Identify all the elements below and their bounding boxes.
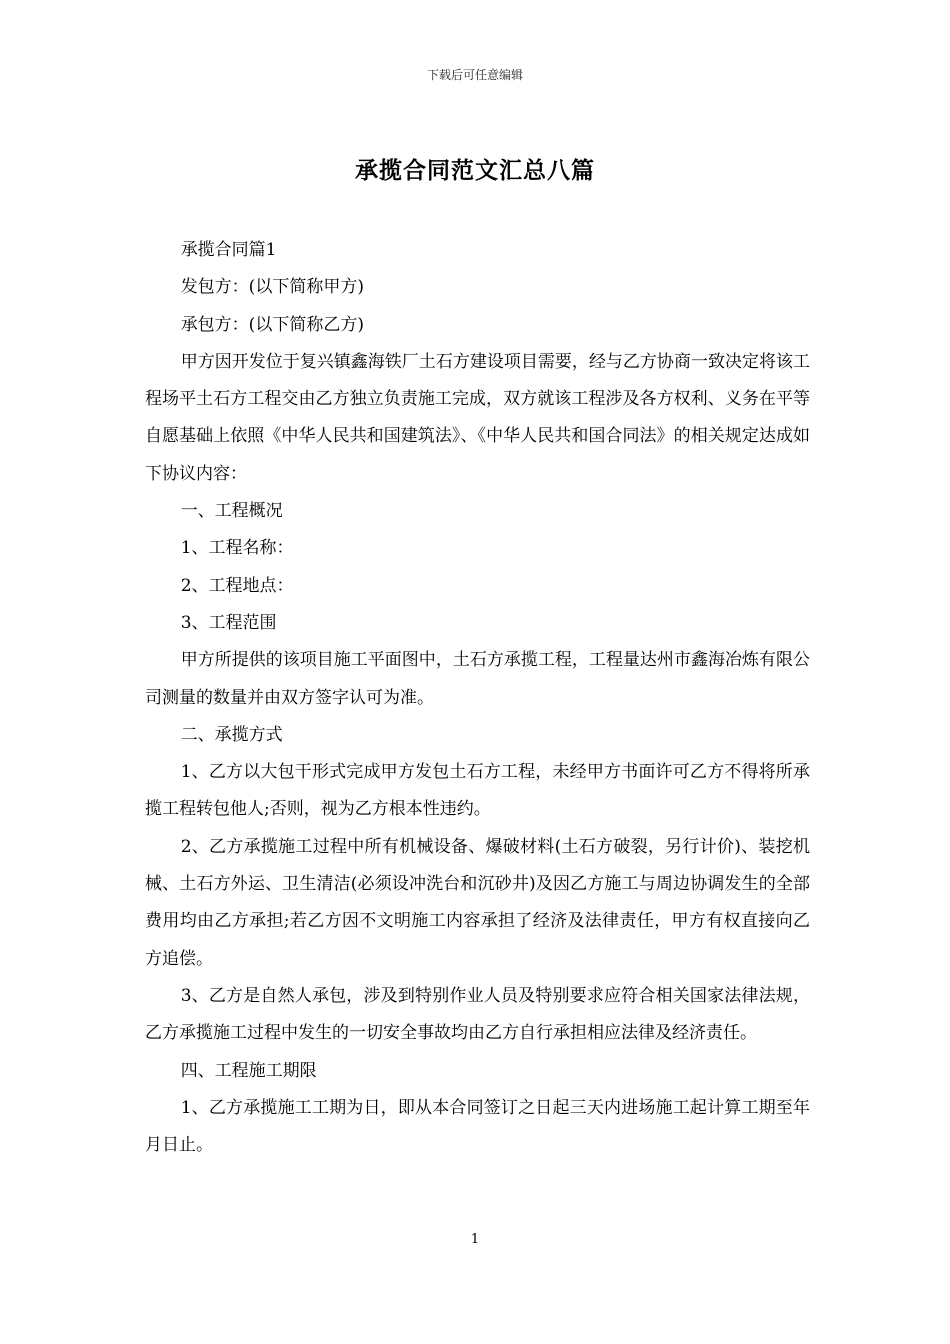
clause-heading-overview: 一、工程概况 <box>180 501 283 522</box>
clause-heading-period: 四、工程施工期限 <box>180 1060 317 1081</box>
section-heading: 承揽合同篇1 <box>180 240 277 260</box>
document-body <box>145 232 810 1164</box>
intro-paragraph: 甲方因开发位于复兴镇鑫海铁厂土石方建设项目需要，经与乙方协商一致决定将该工程场平土石方工程交由乙方独立负责施工完成，双方就该工程涉及各方权利、义务在平等自愿基础上依照《中华人民共和国建筑法》、《中华人民共和国合同法》的相关规定达成如下协议内容： <box>145 351 810 484</box>
document-title: 承揽合同范文汇总八篇 <box>355 158 595 184</box>
scope-paragraph: 甲方所提供的该项目施工平面图中，土石方承揽工程，工程量达州市鑫海冶炼有限公司测量的数量并由双方签字认可为准。 <box>145 650 810 708</box>
party-a-line: 发包方：(以下简称甲方) <box>180 277 364 298</box>
clause-item: 3、工程范围 <box>180 612 277 633</box>
clause-item: 1、工程名称： <box>180 538 294 559</box>
clause-item: 2、乙方承揽施工过程中所有机械设备、爆破材料(土石方破裂，另行计价)、装挖机械、土石方外运、卫生清洁(必须设冲洗台和沉砂井)及因乙方施工与周边协调发生的全部费用均由乙方承担;若乙方因不文明施工内容承担了经济及法律责任，甲方有权直接向乙方追偿。 <box>145 836 810 969</box>
clause-heading-method: 二、承揽方式 <box>180 724 283 745</box>
party-b-line: 承包方：(以下简称乙方) <box>180 314 364 335</box>
clause-item: 3、乙方是自然人承包，涉及到特别作业人员及特别要求应符合相关国家法律法规，乙方承揽施工过程中发生的一切安全事故均由乙方自行承担相应法律及经济责任。 <box>145 985 810 1044</box>
page-number: 1 <box>470 1232 480 1247</box>
clause-item: 1、乙方承揽施工工期为日，即从本合同签订之日起三天内进场施工起计算工期至年月日止。 <box>145 1097 810 1156</box>
clause-item: 2、工程地点： <box>180 575 294 596</box>
clause-item: 1、乙方以大包干形式完成甲方发包土石方工程，未经甲方书面许可乙方不得将所承揽工程转包他人;否则，视为乙方根本性违约。 <box>145 762 810 820</box>
header-note: 下载后可任意编辑 <box>426 68 523 82</box>
